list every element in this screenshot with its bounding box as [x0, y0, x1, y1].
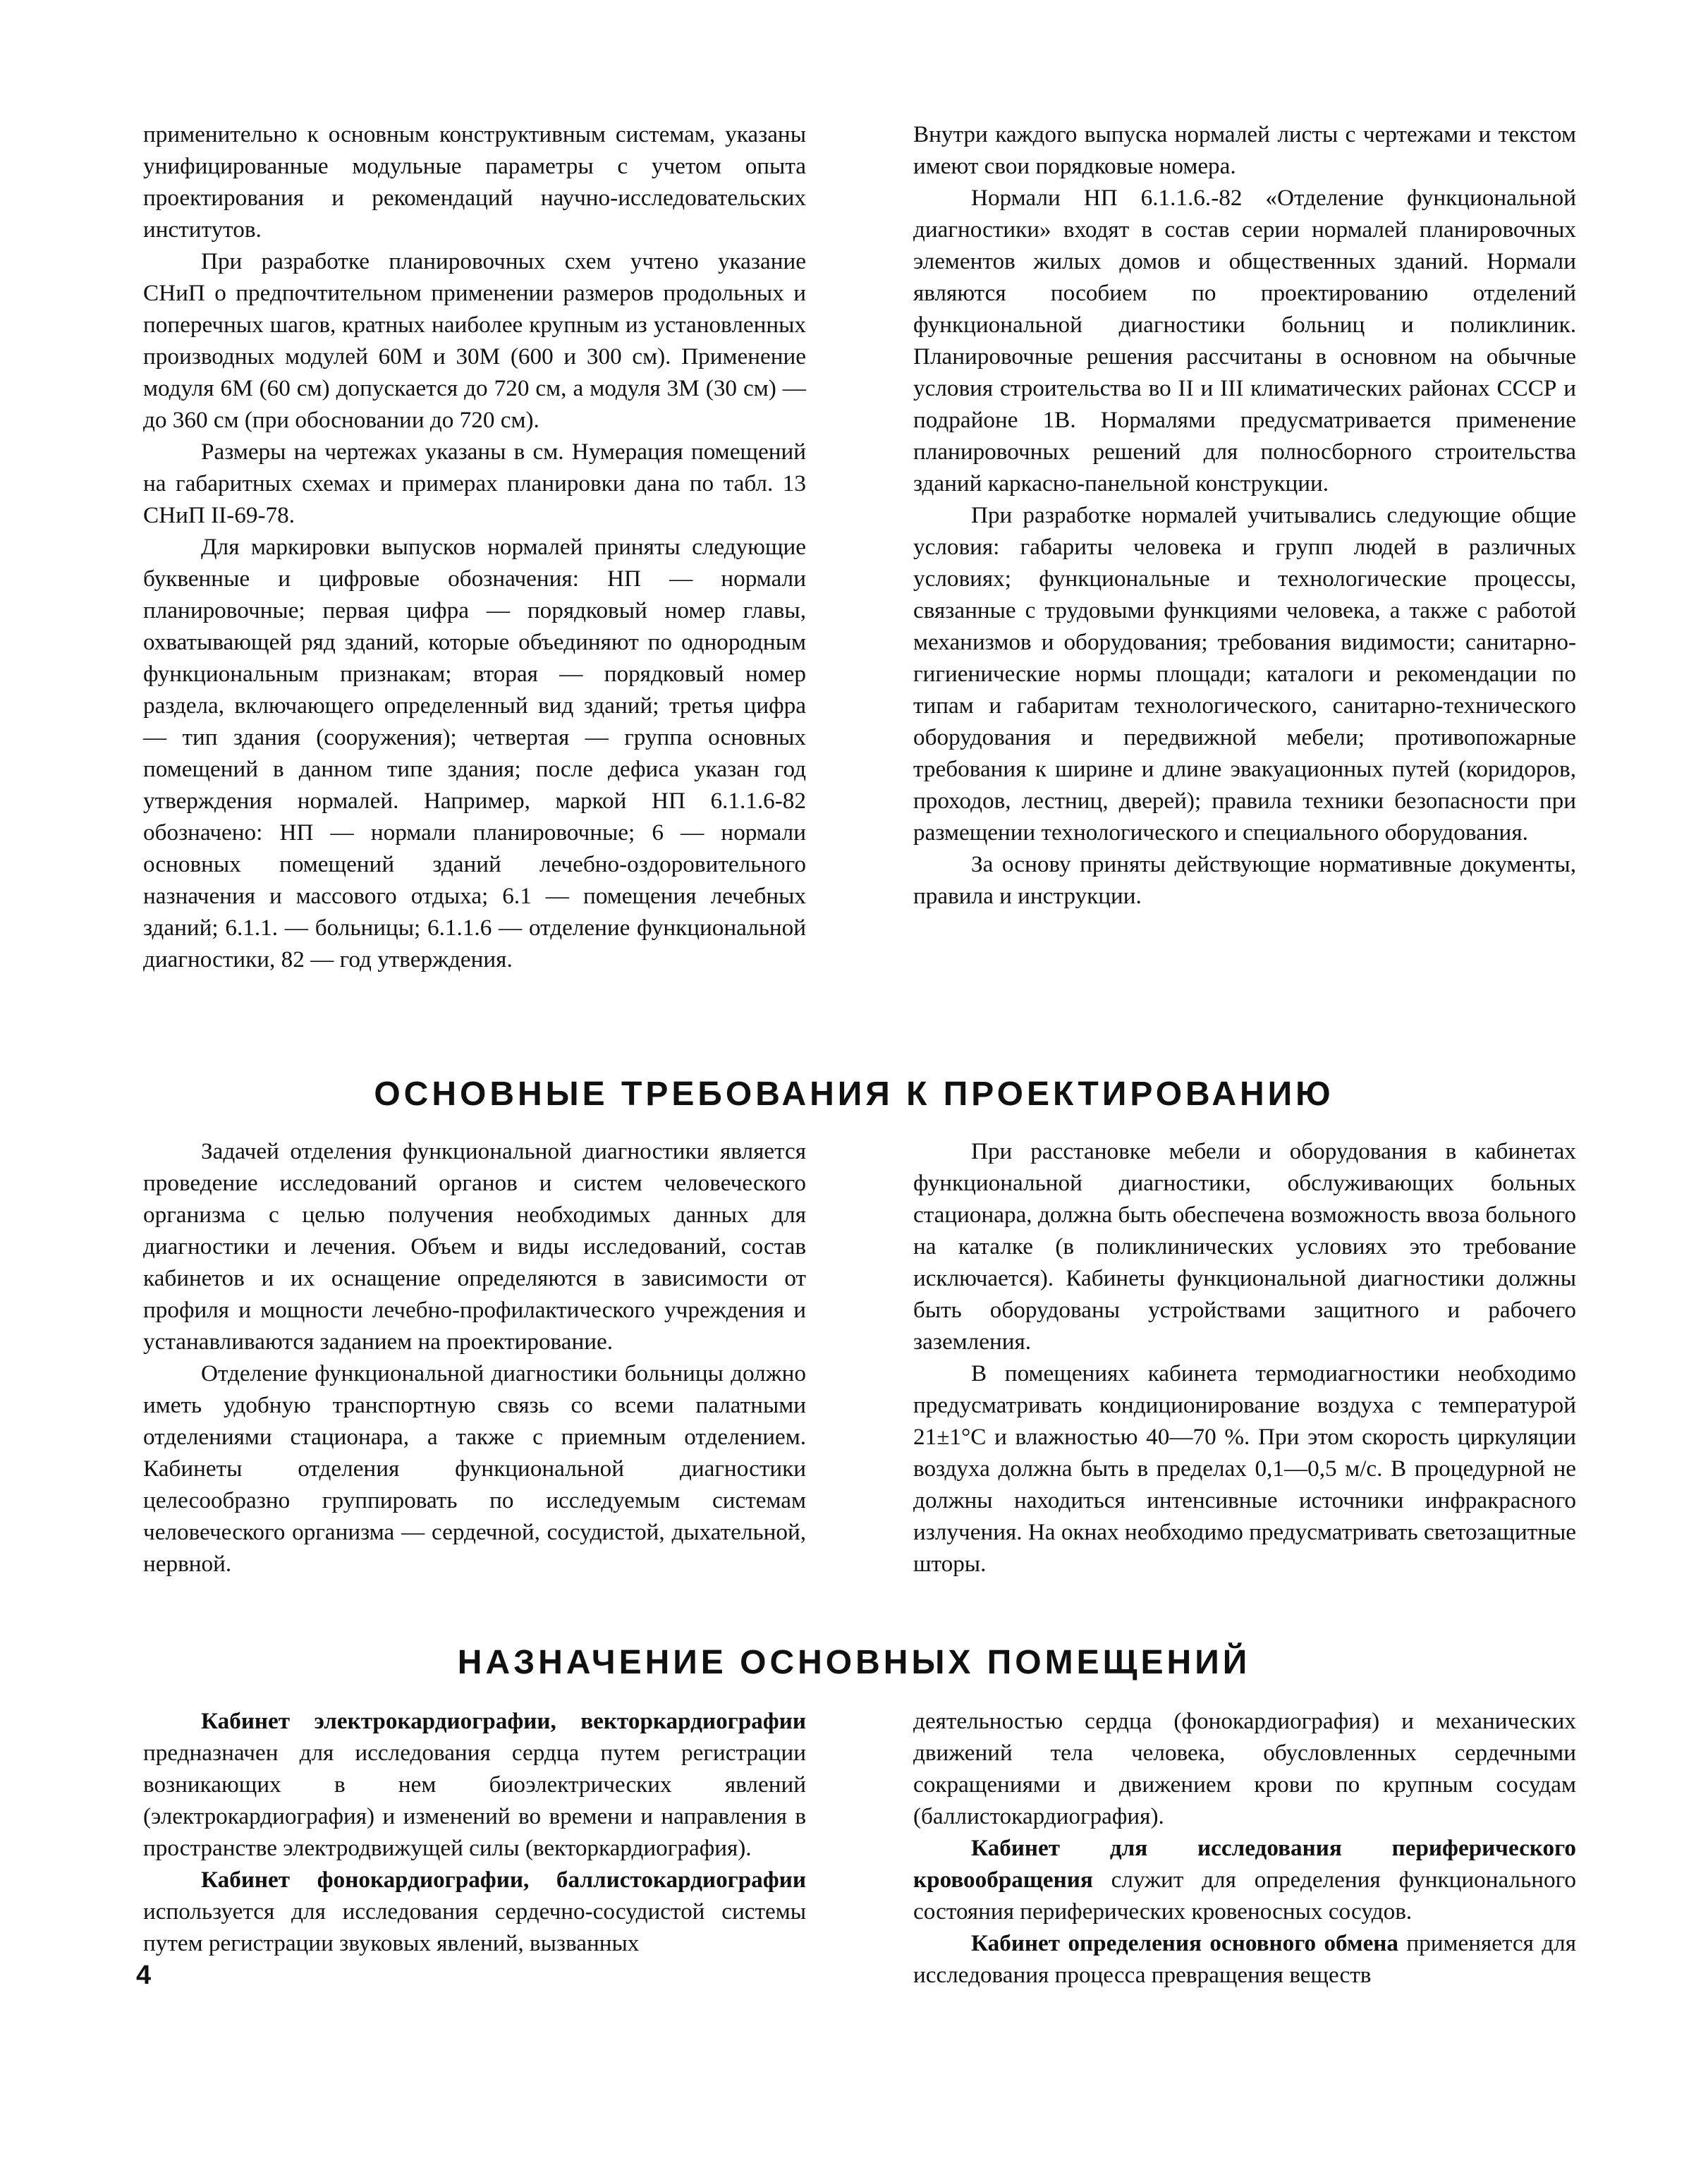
- room-description: предназначен для исследования сердца путем регистрации возникающих в нем биоэлектрических явлений (электрокардиография) и изменений во времени и направления в пространстве электродвижущей силы (векторкардиография).: [143, 1740, 806, 1861]
- paragraph: применительно к основным конструктивным системам, указаны унифицированные модульные параметры с учетом опыта проектирования и рекомендаций научно-исследовательских институтов.: [143, 121, 806, 243]
- section-heading-requirements: ОСНОВНЫЕ ТРЕБОВАНИЯ К ПРОЕКТИРОВАНИЮ: [374, 1075, 1334, 1113]
- intro-section: [143, 118, 1576, 975]
- paragraph: [143, 1705, 806, 1864]
- page-number: 4: [136, 1960, 152, 1990]
- section-heading-rooms: НАЗНАЧЕНИЕ ОСНОВНЫХ ПОМЕЩЕНИЙ: [457, 1644, 1251, 1681]
- room-description: деятельностью сердца (фонокардиография) и механических движений тела человека, обусловленных сердечными сокращениями и движением крови по крупным сосудам (баллистокардиография).: [913, 1708, 1576, 1829]
- paragraph: За основу приняты действующие нормативные документы, правила и инструкции.: [913, 851, 1576, 909]
- paragraph: Задачей отделения функциональной диагностики является проведение исследований органов и систем человеческого организма с целью получения необходимых данных для диагностики и лечения. Объем и виды исследований, состав кабинетов и их оснащение определяются в зависимости от профиля и мощности лечебно-профилактического учреждения и устанавливаются заданием на проектирование.: [143, 1138, 806, 1355]
- paragraph: Для маркировки выпусков нормалей приняты следующие буквенные и цифровые обозначения: НП — нормали планировочные; первая цифра — порядковый номер главы, охватывающей ряд зданий, которые объединяют по однородным функциональным признакам; вторая — порядковый номер раздела, включающего определенный вид зданий; третья цифра — тип здания (сооружения); четвертая — группа основных помещений в данном типе здания; после дефиса указан год утверждения нормалей. Например, маркой НП 6.1.1.6-82 обозначено: НП — нормали планировочные; 6 — нормали основных помещений зданий лечебно-оздоровительного назначения и массового отдыха; 6.1 — помещения лечебных зданий; 6.1.1. — больницы; 6.1.1.6 — отделение функциональной диагностики, 82 — год утверждения.: [143, 534, 806, 972]
- paragraph: В помещениях кабинета термодиагностики необходимо предусматривать кондиционирование воздуха с температурой 21±1°C и влажностью 40—70 %. При этом скорость циркуляции воздуха должна быть в пределах 0,1—0,5 м/с. В процедурной не должны находиться интенсивные источники инфракрасного излучения. На окнах необходимо предусматривать светозащитные шторы.: [913, 1360, 1576, 1577]
- paragraph: Размеры на чертежах указаны в см. Нумерация помещений на габаритных схемах и примерах планировки дана по табл. 13 СНиП II-69-78.: [143, 439, 806, 528]
- requirements-section: [143, 1135, 1576, 1580]
- paragraph: [913, 1832, 1576, 1927]
- paragraph: При разработке планировочных схем учтено указание СНиП о предпочтительном применении размеров продольных и поперечных шагов, кратных наиболее крупным из установленных производных модулей 60М и 30М (600 и 300 см). Применение модуля 6М (60 см) допускается до 720 см, а модуля 3М (30 см) — до 360 см (при обосновании до 720 см).: [143, 248, 806, 433]
- paragraph: При расстановке мебели и оборудования в кабинетах функциональной диагностики, обслуживающих больных стационара, должна быть обеспечена возможность ввоза больного на каталке (в поликлинических условиях это требование исключается). Кабинеты функциональной диагностики должны быть оборудованы устройствами защитного и рабочего заземления.: [913, 1138, 1576, 1355]
- room-description: служит для определения функционального состояния периферических кровеносных сосудов.: [913, 1867, 1576, 1925]
- room-description: используется для исследования сердечно-сосудистой системы путем регистрации звуковых явлений, вызванных: [143, 1898, 806, 1956]
- rooms-section: [143, 1705, 1576, 1991]
- paragraph: Внутри каждого выпуска нормалей листы с чертежами и текстом имеют свои порядковые номера.: [913, 121, 1576, 179]
- paragraph: При разработке нормалей учитывались следующие общие условия: габариты человека и групп людей в различных условиях; функциональные и технологические процессы, связанные с трудовыми функциями человека, а также с работой механизмов и оборудования; требования видимости; санитарно-гигиенические нормы площади; каталоги и рекомендации по типам и габаритам технологического, санитарно-технического оборудования и передвижной мебели; противопожарные требования к ширине и длине эвакуационных путей (коридоров, проходов, лестниц, дверей); правила техники безопасности при размещении технологического и специального оборудования.: [913, 502, 1576, 846]
- intro-right-column: [913, 118, 1576, 975]
- room-title: Кабинет фонокардиографии, баллистокардиографии: [201, 1867, 806, 1893]
- paragraph: [913, 1705, 1576, 1832]
- room-title: Кабинет электрокардиографии, векторкардиографии: [201, 1708, 806, 1734]
- room-title: Кабинет для исследования периферического кровообращения: [913, 1835, 1576, 1893]
- paragraph: [143, 1864, 806, 1959]
- paragraph: Нормали НП 6.1.1.6.-82 «Отделение функциональной диагностики» входят в состав серии нормалей планировочных элементов жилых домов и общественных зданий. Нормали являются пособием по проектированию отделений функциональной диагностики больниц и поликлиник. Планировочные решения рассчитаны в основном на обычные условия строительства во II и III климатических районах СССР и подрайоне 1В. Нормалями предусматривается применение планировочных решений для полносборного строительства зданий каркасно-панельной конструкции.: [913, 185, 1576, 496]
- room-title: Кабинет определения основного обмена: [971, 1930, 1399, 1956]
- intro-left-column: [143, 118, 806, 975]
- requirements-right-column: [913, 1135, 1576, 1580]
- paragraph: Отделение функциональной диагностики больницы должно иметь удобную транспортную связь со всеми палатными отделениями стационара, а также с приемным отделением. Кабинеты отделения функциональной диагностики целесообразно группировать по исследуемым системам человеческого организма — сердечной, сосудистой, дыхательной, нервной.: [143, 1360, 806, 1577]
- requirements-left-column: [143, 1135, 806, 1580]
- rooms-right-column: [913, 1705, 1576, 1991]
- rooms-left-column: [143, 1705, 806, 1991]
- room-description: применяется для исследования процесса превращения веществ: [913, 1930, 1577, 1988]
- paragraph: [913, 1927, 1576, 1991]
